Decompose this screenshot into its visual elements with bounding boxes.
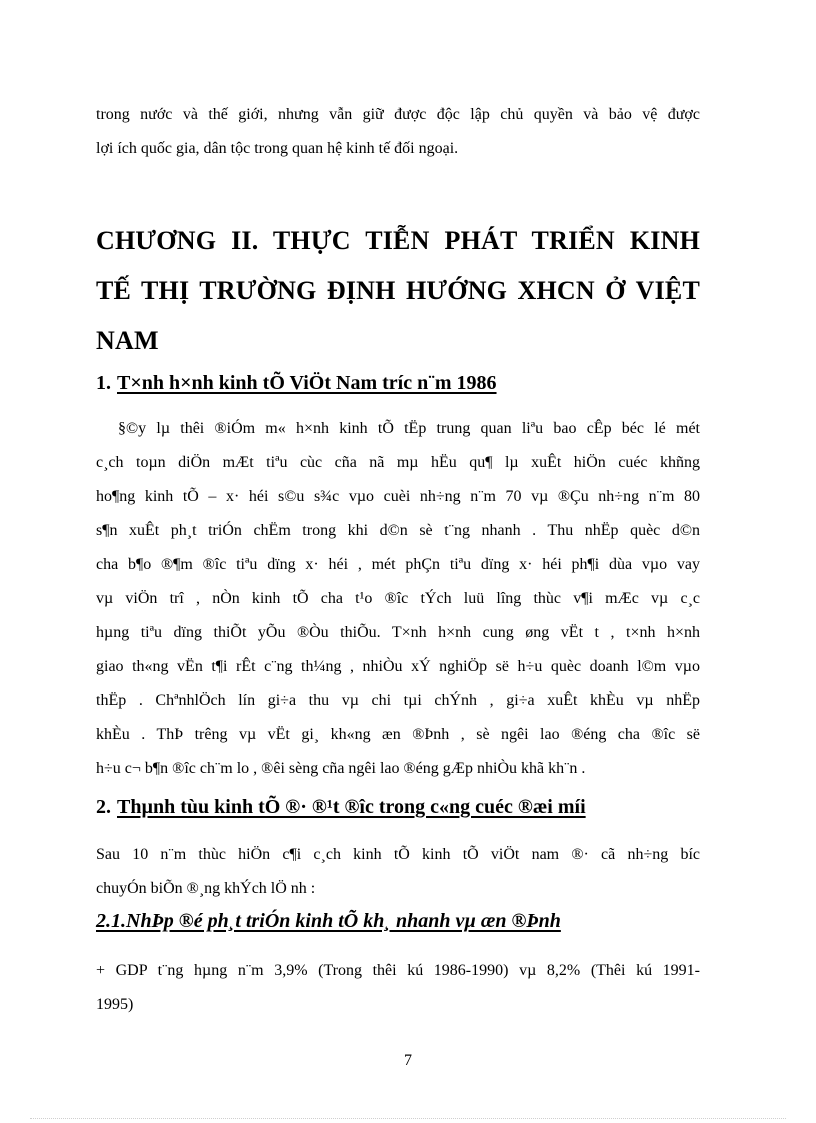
paragraph-line: Sau 10 n¨m thùc hiÖn c¶i c¸ch kinh tÕ kinh tÕ viÖt nam ®· cã nh÷ng bíc — [96, 846, 700, 863]
paragraph-line: h÷u c¬ b¶n ®îc ch¨m lo , ®êi sèng cña ngêi lao ®éng gÆp nhiÒu khã kh¨n . — [96, 760, 586, 777]
paragraph-line: hµng tiªu dïng thiÕt yÕu ®Òu thiÕu. T×nh h×nh cung øng vËt t , t×nh h×nh — [96, 624, 700, 641]
chapter-heading-line: CHƯƠNG II. THỰC TIỄN PHÁT TRIỂN KINH — [96, 226, 700, 255]
section-1-paragraph — [96, 412, 700, 786]
section-2-number: 2. — [96, 796, 111, 818]
paragraph-line: §©y lµ thêi ®iÓm m« h×nh kinh tÕ tËp trung quan liªu bao cÊp béc lé mét — [118, 420, 700, 437]
paragraph-line: c¸ch toµn diÖn mÆt tiªu cùc cña nã mµ hËu qu¶ lµ xuÊt hiÖn cuéc khñng — [96, 454, 700, 471]
paragraph-line: + GDP t¨ng hµng n¨m 3,9% (Trong thêi kú 1986-1990) vµ 8,2% (Thêi kú 1991- — [96, 962, 700, 979]
paragraph-line: thËp . ChªnhlÖch lín gi÷a thu vµ chi tµi chÝnh , gi÷a xuÊt khÈu vµ nhËp — [96, 692, 700, 709]
intro-line: trong nước và thế giới, nhưng vẫn giữ được độc lập chủ quyền và bảo vệ được — [96, 106, 700, 123]
paragraph-line: khÈu . ThÞ trêng vµ vËt gi¸ kh«ng æn ®Þnh , sè ngêi lao ®éng cha ®îc së — [96, 726, 700, 743]
section-1-title: T×nh h×nh kinh tÕ ViÖt Nam tríc n¨m 1986 — [117, 372, 497, 394]
section-1-heading — [96, 368, 700, 398]
section-2-title: Thµnh tùu kinh tÕ ®· ®¹t ®îc trong c«ng cuéc ®æi míi — [117, 796, 586, 818]
intro-paragraph — [96, 98, 700, 166]
chapter-heading-line: NAM — [96, 326, 159, 355]
paragraph-line: 1995) — [96, 996, 134, 1013]
section-1-number: 1. — [96, 372, 111, 394]
page-number: 7 — [404, 1052, 412, 1069]
section-2-heading — [96, 792, 700, 822]
section-2-paragraph — [96, 838, 700, 906]
page-bottom-divider — [30, 1118, 786, 1119]
paragraph-line: chuyÓn biÕn ®¸ng khÝch lÖ nh : — [96, 880, 316, 897]
paragraph-line: giao th«ng vËn t¶i rÊt c¨ng th¼ng , nhiÒu xÝ nghiÖp së h÷u quèc doanh l©m vµo — [96, 658, 700, 675]
chapter-heading — [96, 216, 700, 366]
chapter-heading-line: TẾ THỊ TRƯỜNG ĐỊNH HƯỚNG XHCN Ở VIỆT — [96, 276, 700, 305]
intro-line: lợi ích quốc gia, dân tộc trong quan hệ kinh tế đối ngoại. — [96, 140, 459, 157]
subsection-2-1-heading: 2.1.NhÞp ®é ph¸t triÓn kinh tÕ kh¸ nhanh vµ æn ®Þnh — [96, 910, 561, 932]
paragraph-line: vµ viÖn trî , nÒn kinh tÕ cha t¹o ®îc tÝch luü lîng thùc v¶i mÆc vµ c¸c — [96, 590, 700, 607]
paragraph-line: cha b¶o ®¶m ®îc tiªu dïng x· héi , mét phÇn tiªu dïng x· héi ph¶i dùa vµo vay — [96, 556, 700, 573]
subsection-2-1-paragraph — [96, 954, 700, 1022]
paragraph-line: s¶n xuÊt ph¸t triÓn chËm trong khi d©n sè t¨ng nhanh . Thu nhËp quèc d©n — [96, 522, 700, 539]
paragraph-line: ho¶ng kinh tÕ – x· héi s©u s¾c vµo cuèi nh÷ng n¨m 70 vµ ®Çu nh÷ng n¨m 80 — [96, 488, 700, 505]
